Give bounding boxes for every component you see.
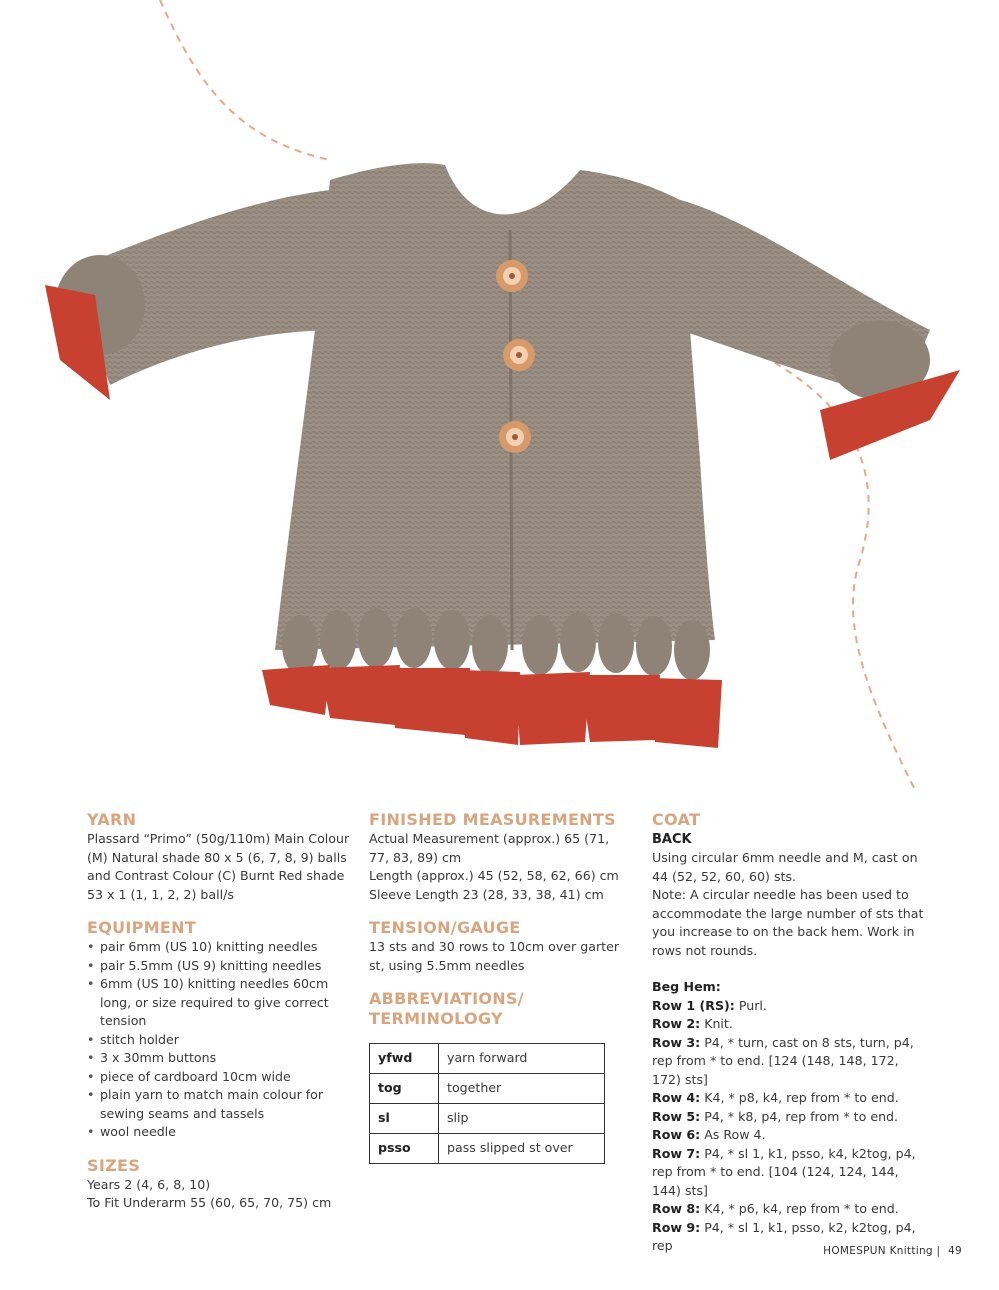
equipment-heading: EQUIPMENT	[87, 918, 197, 937]
row-text: As Row 4.	[704, 1127, 766, 1142]
sizes-line: To Fit Underarm 55 (60, 65, 70, 75) cm	[87, 1195, 332, 1210]
sizes-heading: SIZES	[87, 1155, 141, 1175]
yarn-section	[87, 810, 355, 904]
list-item: • pair 6mm (US 10) knitting needles	[87, 938, 355, 957]
abbr-term: tog	[370, 1074, 439, 1104]
hem-tassels	[262, 665, 722, 748]
list-item: • 3 x 30mm buttons	[87, 1049, 355, 1068]
back-heading: BACK	[652, 832, 692, 847]
finished-heading: FINISHED MEASUREMENTS	[369, 810, 616, 829]
beg-hem-heading: Beg Hem:	[652, 979, 721, 994]
abbreviations-table	[369, 1043, 605, 1164]
row-label: Row 9:	[652, 1219, 701, 1235]
left-cuff	[45, 255, 145, 400]
coat-note: Note: A circular needle has been used to accommodate the large number of sts that you increase to on the back hem. Work in rows not rounds.	[652, 887, 924, 958]
finished-line: Length (approx.) 45 (52, 58, 62, 66) cm	[369, 868, 619, 883]
row-text: Purl.	[738, 997, 767, 1013]
sizes-line: Years 2 (4, 6, 8, 10)	[87, 1176, 211, 1192]
footer-brand: HOMESPUN Knitting	[823, 1245, 933, 1257]
coat-intro: Using circular 6mm needle and M, cast on 44 (52, 52, 60, 60) sts.	[652, 850, 918, 884]
tension-heading: TENSION/GAUGE	[369, 918, 521, 937]
button-top	[496, 260, 528, 292]
list-item	[652, 1126, 927, 1145]
row-label: Row 1 (RS):	[652, 997, 735, 1013]
row-text: Knit.	[704, 1016, 733, 1031]
footer-separator: |	[936, 1245, 941, 1257]
row-text: P4, * turn, cast on 8 sts, turn, p4, rep from * to end. [124 (148, 148, 172, 172) sts]	[652, 1034, 914, 1087]
list-item	[652, 1108, 927, 1127]
list-item: • wool needle	[87, 1123, 355, 1142]
button-middle	[503, 339, 535, 371]
abbr-meaning: yarn forward	[439, 1044, 605, 1074]
row-label: Row 6:	[652, 1127, 701, 1142]
hem-instructions	[652, 978, 927, 1256]
abbr-meaning: pass slipped st over	[439, 1134, 605, 1164]
row-label: Row 8:	[652, 1201, 701, 1216]
table-row	[370, 1044, 605, 1074]
list-item	[652, 997, 927, 1016]
row-label: Row 7:	[652, 1145, 701, 1161]
abbr-meaning: slip	[439, 1104, 605, 1134]
list-item: • plain yarn to match main colour for sewing seams and tassels	[87, 1086, 355, 1123]
abbreviations-heading: ABBREVIATIONS/ TERMINOLOGY	[369, 989, 524, 1028]
yarn-heading: YARN	[87, 810, 137, 829]
abbr-term: yfwd	[370, 1044, 439, 1074]
table-row	[370, 1134, 605, 1164]
coat-body	[275, 163, 715, 650]
column-right	[652, 810, 927, 1256]
column-middle	[369, 810, 619, 1178]
equipment-section	[87, 918, 355, 1142]
tension-text: 13 sts and 30 rows to 10cm over garter st, using 5.5mm needles	[369, 939, 619, 973]
abbr-term: psso	[370, 1134, 439, 1164]
table-row	[370, 1074, 605, 1104]
row-text: P4, * k8, p4, rep from * to end.	[704, 1108, 899, 1124]
row-text: P4, * sl 1, k1, psso, k4, k2tog, p4, rep from * to end. [104 (124, 124, 144, 144) sts]	[652, 1145, 916, 1198]
column-left	[87, 810, 355, 1227]
decorative-dashed-line	[160, 0, 330, 160]
coat-section	[652, 810, 927, 960]
abbr-term: sl	[370, 1104, 439, 1134]
row-label: Row 4:	[652, 1090, 701, 1105]
equipment-list	[87, 938, 355, 1142]
abbr-meaning: together	[439, 1074, 605, 1104]
list-item: • pair 5.5mm (US 9) knitting needles	[87, 957, 355, 976]
page-footer	[823, 1245, 962, 1257]
row-label: Row 5:	[652, 1108, 701, 1124]
list-item	[652, 1015, 927, 1034]
right-cuff	[820, 320, 960, 460]
list-item	[652, 1089, 927, 1108]
row-label: Row 3:	[652, 1034, 701, 1050]
button-bottom	[499, 421, 531, 453]
yarn-text: Plassard “Primo” (50g/110m) Main Colour (M) Natural shade 80 x 5 (6, 7, 8, 9) balls and Contrast Colour (C) Burnt Red shade 53 x 1 (1, 1, 2, 2) ball/s	[87, 831, 350, 902]
finished-line: Sleeve Length 23 (28, 33, 38, 41) cm	[369, 886, 604, 902]
table-row	[370, 1104, 605, 1134]
row-text: K4, * p6, k4, rep from * to end.	[704, 1201, 899, 1216]
row-label: Row 2:	[652, 1016, 701, 1031]
list-item: • piece of cardboard 10cm wide	[87, 1068, 355, 1087]
row-text: P4, * sl 1, k1, psso, k2, k2tog, p4, rep	[652, 1219, 916, 1253]
list-item	[652, 1145, 927, 1201]
finished-measurements-section	[369, 810, 619, 904]
sizes-section	[87, 1156, 355, 1213]
list-item: • stitch holder	[87, 1031, 355, 1050]
page-number: 49	[948, 1245, 962, 1257]
list-item	[652, 1200, 927, 1219]
row-text: K4, * p8, k4, rep from * to end.	[704, 1090, 899, 1105]
list-item: • 6mm (US 10) knitting needles 60cm long, or size required to give correct tension	[87, 975, 355, 1031]
list-item	[652, 1034, 927, 1090]
tension-section	[369, 918, 619, 975]
abbreviations-section	[369, 989, 619, 1164]
coat-heading: COAT	[652, 810, 701, 829]
finished-line: Actual Measurement (approx.) 65 (71, 77, 83, 89) cm	[369, 831, 610, 865]
